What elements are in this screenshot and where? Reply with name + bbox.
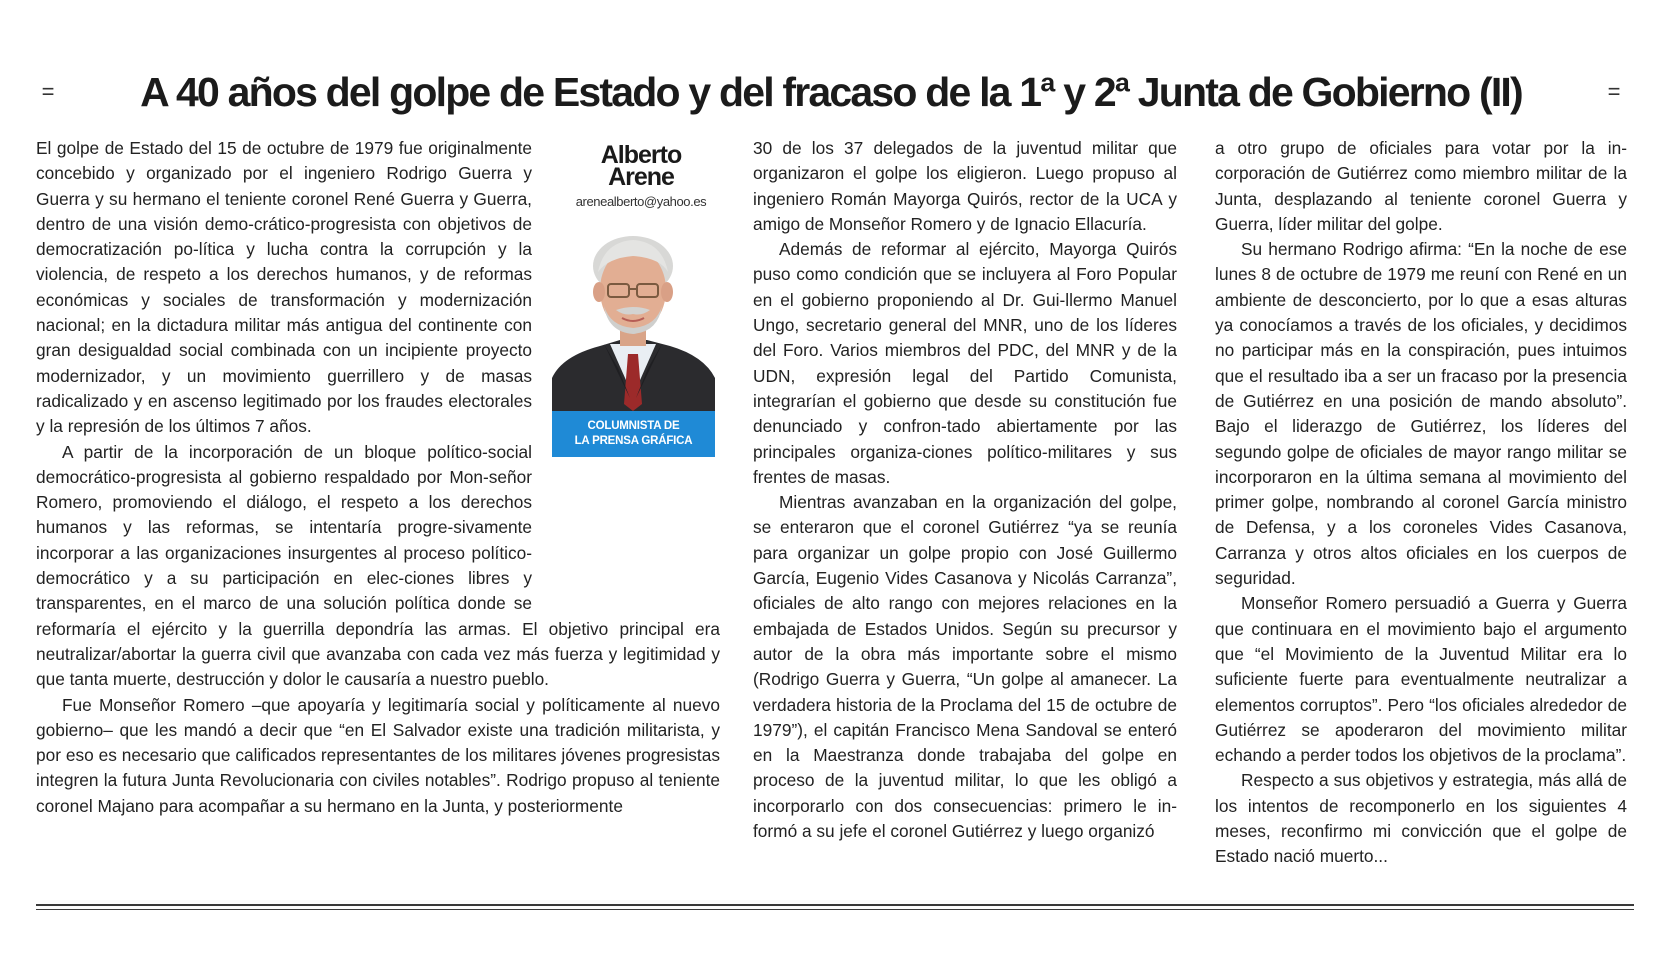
headline-dash-left: = [41,79,55,104]
bottom-rule-thin [36,909,1634,910]
author-portrait-illustration [552,228,715,411]
bottom-rule [36,904,1634,906]
headline: A 40 años del golpe de Estado y del fracaso de la 1ª y 2ª Junta de Gobierno (II) [140,68,1522,115]
article-paragraph: a otro grupo de oficiales para votar por la in-corporación de Gutiérrez como miembro militar de la Junta, desplazando al teniente coronel Guerra y Guerra, líder militar del golpe. [1215,138,1627,234]
article-paragraph: Respecto a sus objetivos y estrategia, más allá de los intentos de recomponerlo en los siguientes 4 meses, reconfirmo mi convicción que el golpe de Estado nació muerto... [1215,770,1627,867]
author-first-name: Alberto [600,141,682,169]
author-last-name: Arene [608,163,674,191]
article-paragraph: 30 de los 37 delegados de la juventud militar que organizaron el golpe los eligieron. Luego propuso al ingeniero Román Mayorga Quirós, rector de la UCA y amigo de Monseñor Romero y de Ignacio Ellacuría. [753,138,1177,234]
article-column-2 [753,136,1177,844]
author-portrait [552,228,715,411]
author-email: arenealberto@yahoo.es [575,194,707,209]
article-paragraph: Mientras avanzaban en la organización del golpe, se enteraron que el coronel Gutiérrez “ya se reunía para organizar un golpe propio con José Guillermo García, Eugenio Vides Casanova y Nicolás Carranza”, oficiales de alto rango con mejores relaciones en la embajada de Estados Unidos. Según su precursor y autor de la obra más importante sobre el mismo (Rodrigo Guerra y Guerra, “Un golpe al amanecer. La verdadera historia de la Proclama del 15 de octubre de 1979”), el capitán Francisco Mena Sandoval se enteró en la Maestranza donde trabajaba del golpe en proceso de la juventud militar, lo que les obligó a incorporarlo con dos consecuencias: primero le in-formó a su jefe el coronel Gutiérrez y luego organizó [753,492,1177,842]
article-paragraph: A partir de la incorporación de un bloque político-social democrático-progresista al gobierno respaldado por Mon-señor Romero, promoviendo el diálogo, el respeto a los derechos humanos y las reformas, se intentaría progre-sivamente incorporar a las organizaciones insurgentes al proceso político-democrático y a su participación en elec-ciones libres y transparentes, en el marco de una solución política donde se reformaría el ejército y la guerrilla depondría las armas. El objetivo principal era neutralizar/abortar la guerra civil que avanzaba con cada vez más fuerza y legitimidad y que tanta muerte, destrucción y dolor le causaría a nuestro pueblo. [36,441,720,690]
badge-line-1: COLUMNISTA DE [587,420,680,432]
badge-line-2: LA PRENSA GRÁFICA [574,435,693,447]
article-paragraph: Fue Monseñor Romero –que apoyaría y legitimaría social y políticamente al nuevo gobierno– que les mandó a decir que “en El Salvador existe una tradición militarista, y por eso es necesario que calificados representantes de los militares jóvenes progresistas integren la futura Junta Revolucionaria con civiles notables”. Rodrigo propuso al teniente coronel Majano para acompañar a su hermano en la Junta, y posteriormente [36,694,720,816]
author-box [547,141,715,622]
article-column-3 [1215,136,1627,870]
columnist-badge [552,411,715,457]
article-paragraph: Monseñor Romero persuadió a Guerra y Guerra que continuara en el movimiento bajo el argumento que “el Movimiento de la Juventud Militar era lo suficiente fuerte para eventualmente neutralizar a elementos corruptos”. Pero “los oficiales alrededor de Gutiérrez se apoderaron del movimiento militar echando a perder todos los objetivos de la proclama”. [1215,593,1627,766]
headline-dash-right: = [1607,79,1621,104]
article-paragraph: Su hermano Rodrigo afirma: “En la noche de ese lunes 8 de octubre de 1979 me reuní con René en un ambiente de desconcierto, por lo que a esas alturas ya conocíamos a través de los oficiales, y decidimos no participar más en la conspiración, pues intuimos que el resultado iba a ser un fracaso por la presencia de Gutiérrez en una posición de mando absoluto”. Bajo el liderazgo de Gutiérrez, los líderes del segundo golpe de oficiales de mayor rango militar se incorporaron en la última semana al movimiento del primer golpe, nombrando al coronel García ministro de Defensa, y a los coroneles Vides Casanova, Carranza y otros altos oficiales en los cuerpos de seguridad. [1215,239,1627,589]
article-paragraph: El golpe de Estado del 15 de octubre de 1979 fue originalmente concebido y organizado por el ingeniero Rodrigo Guerra y Guerra y su hermano el teniente coronel René Guerra y Guerra, dentro de una visión demo-crático-progresista con objetivos de democratización po-lítica y lucha contra la corrupción y la violencia, de respeto a los derechos humanos, y de reformas económicas y sociales de transformación y modernización nacional; en la dictadura militar más antigua del continente con gran desigualdad social combinada con un incipiente proyecto modernizador, y un movimiento guerrillero y de masas radicalizado y en ascenso legitimado por los fraudes electorales y la represión de los últimos 7 años. [36,138,532,437]
article-paragraph: Además de reformar al ejército, Mayorga Quirós puso como condición que se incluyera al Foro Popular en el gobierno proponiendo al Dr. Gui-llermo Manuel Ungo, secretario general del MNR, uno de los líderes del Foro. Varios miembros del PDC, del MNR y de la UDN, expresión legal del Partido Comunista, integrarían el gobierno que desde su constitución fue denunciado y confron-tado abiertamente por las principales organiza-ciones político-militares y sus frentes de masas. [753,239,1177,487]
headline-bar [36,62,1626,122]
